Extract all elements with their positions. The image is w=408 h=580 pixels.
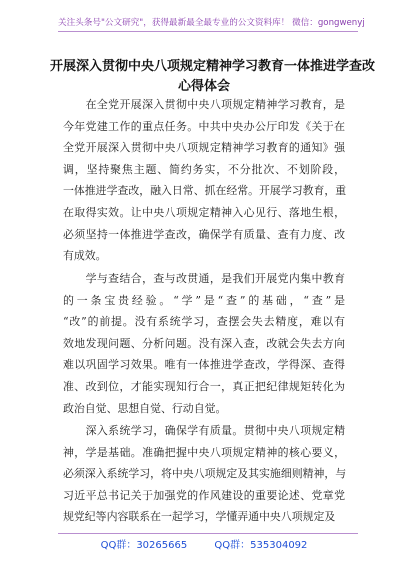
paragraph-line: 神，学是基础。准确把握中央八项规定精神的核心要义， <box>63 445 345 459</box>
header-banner: 关注头条号"公文研究"，获得最新最全最专业的公文资料库！ 微信：gongwenyj <box>58 18 365 28</box>
footer-qq-group-2: QQ群：535304092 <box>214 540 308 551</box>
paragraph-line: 必须深入系统学习，将中央八项规定及其实施细则精神，与 <box>63 467 347 481</box>
paragraph-3 <box>63 420 345 528</box>
paragraph-line: 准、改到位，才能实现知行合一，真正把纪律规矩转化为 <box>63 379 345 393</box>
paragraph-line: 一体推进学查改，融入日常、抓在经常。开展学习教育，重 <box>63 184 347 198</box>
paragraph-line: 在取得实效。让中央八项规定精神入心见行、落地生根， <box>63 205 345 219</box>
paragraph-line: 习近平总书记关于加强党的作风建设的重要论述、党章党 <box>63 488 345 502</box>
paragraph-line: 政治自觉、思想自觉、行动自觉。 <box>63 401 227 415</box>
paragraph-line: 全党开展深入贯彻中央八项规定精神学习教育的通知》强 <box>63 141 345 155</box>
paragraph-line: 深入系统学习，确保学有质量。贯彻中央八项规定精 <box>63 424 345 437</box>
paragraph-line: 学与查结合，查与改贯通，是我们开展党内集中教育 <box>63 272 345 285</box>
paragraph-2 <box>63 268 345 419</box>
footer-divider <box>58 533 358 534</box>
paragraph-line: 在全党开展深入贯彻中央八项规定精神学习教育，是 <box>63 98 345 111</box>
paragraph-line: 调，坚持聚焦主题、简约务实，不分批次、不划阶段， <box>63 162 345 176</box>
paragraph-1 <box>63 94 345 267</box>
footer-qq-group-1: QQ群：30265665 <box>100 540 188 551</box>
paragraph-line: 必须坚持一体推进学查改，确保学有质量、查有力度、改 <box>63 227 345 241</box>
paragraph-line: 的一条宝贵经验。“学”是“查”的基础，“查”是 <box>63 293 345 307</box>
paragraph-line: “改”的前提。没有系统学习，查摆会失去精度，难以有 <box>63 315 345 329</box>
paragraph-line: 规党纪等内容联系在一起学习，学懂弄通中央八项规定及 <box>63 510 336 524</box>
header-divider <box>58 31 358 32</box>
footer-contacts <box>0 536 408 551</box>
paragraph-line: 有成效。 <box>63 249 107 263</box>
paragraph-line: 难以巩固学习效果。唯有一体推进学查改，学得深、查得 <box>63 358 345 372</box>
paragraph-line: 今年党建工作的重点任务。中共中央办公厅印发《关于在 <box>63 119 345 133</box>
document-title: 开展深入贯彻中央八项规定精神学习教育一体推进学查改 <box>50 59 376 74</box>
document-title-line2: 心得体会 <box>177 79 230 94</box>
paragraph-line: 效地发现问题、分析问题。没有深入查，改就会失去方向 <box>63 336 345 350</box>
